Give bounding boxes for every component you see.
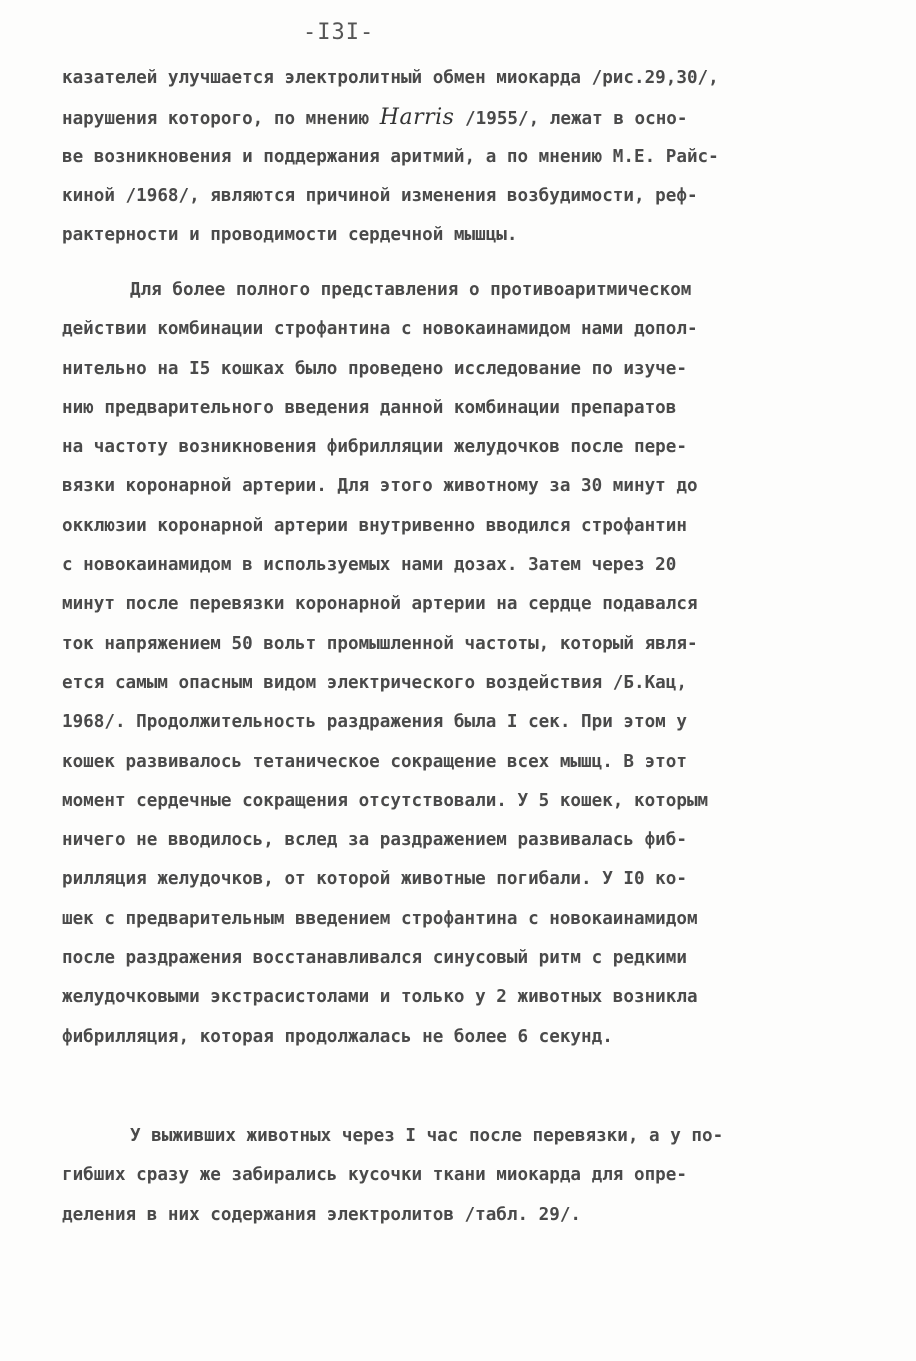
text-line: шек с предварительным введением строфантина с новокаинамидом: [62, 908, 698, 929]
text-line: ток напряжением 50 вольт промышленной частоты, который явля-: [62, 633, 698, 654]
text-line: кошек развивалось тетаническое сокращение всех мышц. В этот: [62, 751, 687, 772]
text-line: киной /1968/, являются причиной изменения возбудимости, реф-: [62, 185, 698, 206]
text-line: казателей улучшается электролитный обмен миокарда /рис.29,30/,: [62, 68, 719, 88]
text-line: ется самым опасным видом электрического воздействия /Б.Кац,: [62, 672, 687, 693]
text-line: на частоту возникновения фибрилляции желудочков после пере-: [62, 437, 687, 458]
text-line: желудочковыми экстрасистолами и только у 2 животных возникла: [62, 987, 698, 1008]
text-line: нительно на I5 кошках было проведено исследование по изуче-: [62, 358, 687, 379]
text-line: фибрилляция, которая продолжалась не более 6 секунд.: [62, 1026, 613, 1047]
page-number: -I3I-: [303, 20, 375, 45]
text-line: с новокаинамидом в используемых нами дозах. Затем через 20: [62, 555, 677, 576]
text-fragment: нарушения которого, по мнению: [62, 109, 380, 130]
paragraph-1: [62, 59, 862, 255]
text-line: [62, 98, 862, 137]
text-line: окклюзии коронарной артерии внутривенно вводился строфантин: [62, 515, 687, 536]
text-line: ве возникновения и поддержания аритмий, а по мнению М.Е. Райс-: [62, 146, 719, 167]
text-line: 1968/. Продолжительность раздражения была I сек. При этом у: [62, 712, 687, 733]
text-line: деления в них содержания электролитов /табл. 29/.: [62, 1204, 582, 1225]
text-line: минут после перевязки коронарной артерии на сердце подавался: [62, 594, 698, 615]
text-line: вязки коронарной артерии. Для этого животному за 30 минут до: [62, 476, 698, 497]
text-line: действии комбинации строфантина с новокаинамидом нами допол-: [62, 319, 698, 340]
text-line: У выживших животных через I час после перевязки, а у по-: [130, 1126, 724, 1146]
text-line: Для более полного представления о противоаритмическом: [130, 280, 692, 300]
text-line: ничего не вводилось, вслед за раздражением развивалась фиб-: [62, 830, 687, 851]
text-line: рилляция желудочков, от которой животные погибали. У I0 ко-: [62, 869, 687, 890]
paragraph-2: [62, 271, 862, 1057]
text-line: момент сердечные сокращения отсутствовали. У 5 кошек, которым: [62, 790, 709, 811]
text-line: нию предварительного введения данной комбинации препаратов: [62, 397, 677, 418]
paragraph-3: [62, 1117, 862, 1235]
text-fragment: /1955/, лежат в осно-: [454, 109, 688, 130]
text-line: гибших сразу же забирались кусочки ткани миокарда для опре-: [62, 1165, 687, 1186]
handwritten-author-name: Harris: [379, 105, 455, 131]
text-line: рактерности и проводимости сердечной мышцы.: [62, 225, 518, 246]
text-line: после раздражения восстанавливался синусовый ритм с редкими: [62, 948, 687, 969]
